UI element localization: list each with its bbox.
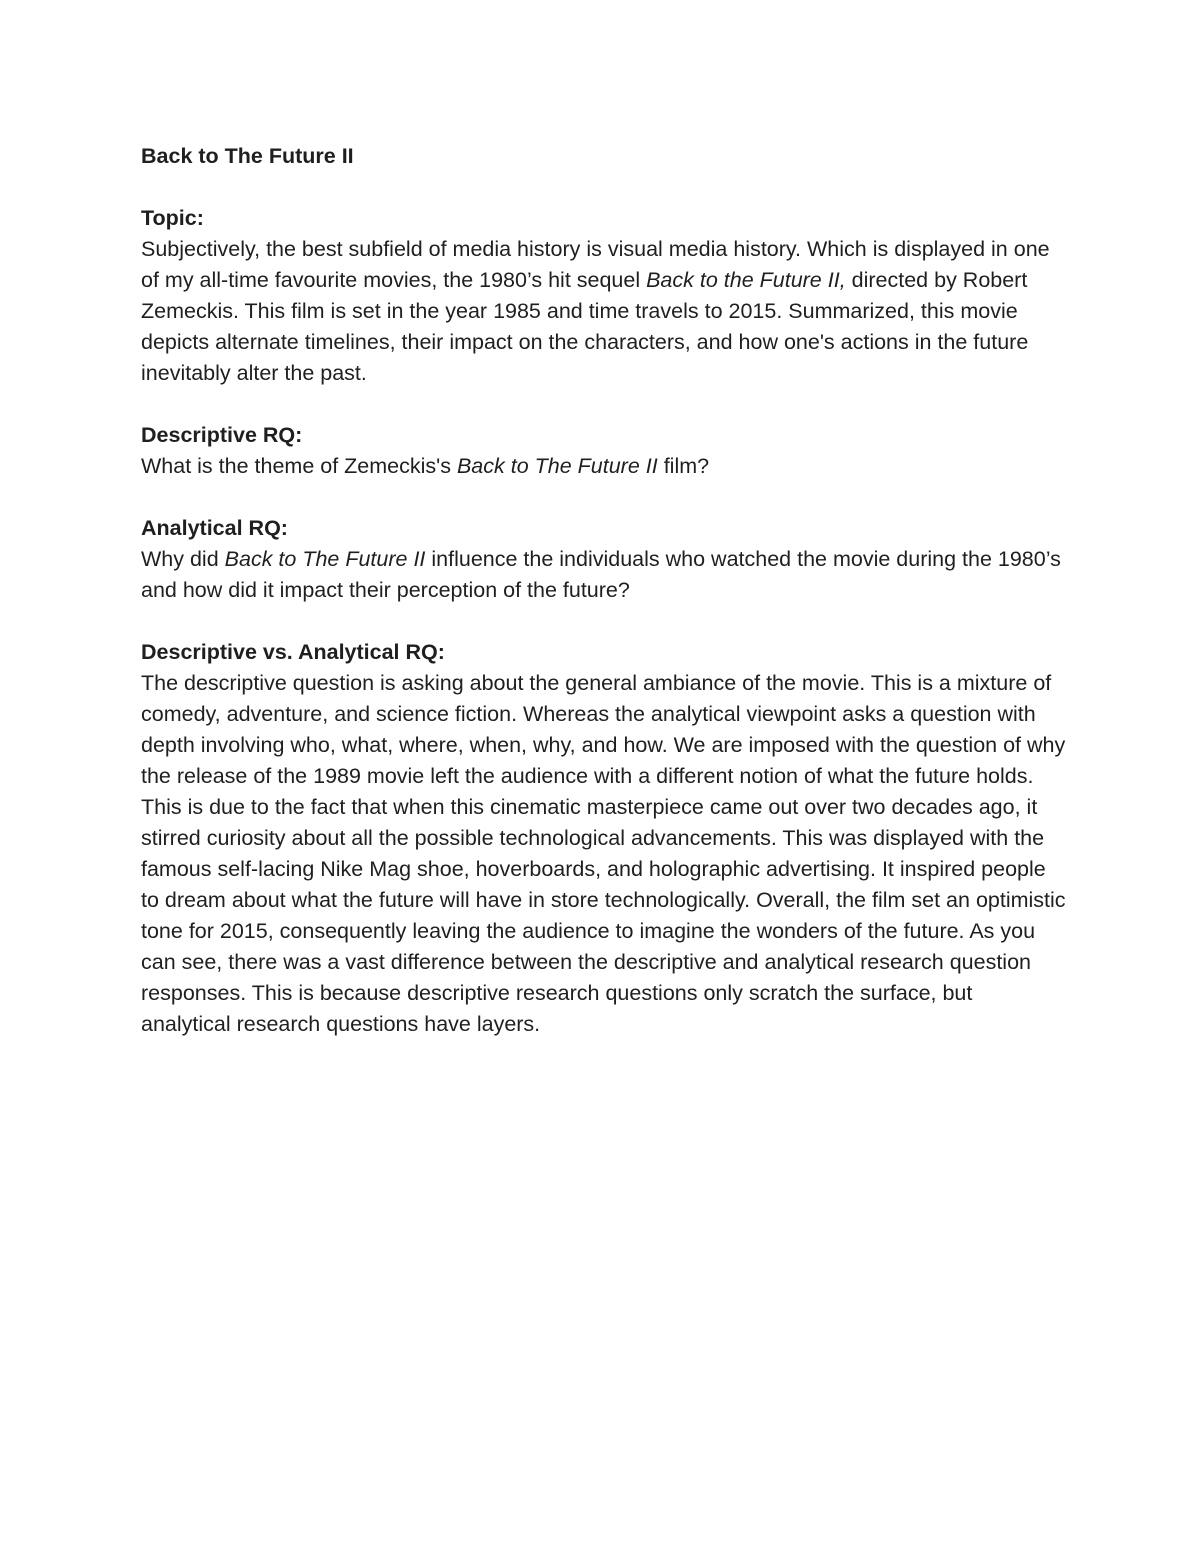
analytical-rq-film-title: Back to The Future II xyxy=(224,547,426,571)
topic-section xyxy=(141,203,1066,389)
descriptive-rq-section xyxy=(141,420,1066,482)
analytical-rq-heading: Analytical RQ: xyxy=(141,516,288,540)
comparison-section xyxy=(141,637,1066,1040)
analytical-rq-section xyxy=(141,513,1066,606)
descriptive-rq-heading: Descriptive RQ: xyxy=(141,423,303,447)
comparison-heading: Descriptive vs. Analytical RQ: xyxy=(141,640,445,664)
analytical-rq-text-start: Why did xyxy=(141,547,225,571)
descriptive-rq-film-title: Back to The Future II xyxy=(456,454,658,478)
topic-film-title: Back to the Future II, xyxy=(646,268,846,292)
analytical-rq-text-end: influence the individuals who watched the movie during the 1980’s and how did it impact their perception of the future? xyxy=(141,547,1061,602)
comparison-paragraph: The descriptive question is asking about the general ambiance of the movie. This is a mixture of comedy, adventure, and science fiction. Whereas the analytical viewpoint asks a question with depth involving who, what, where, when, why, and how. We are imposed with the question of why the release of the 1989 movie left the audience with a different notion of what the future holds. This is due to the fact that when this cinematic masterpiece came out over two decades ago, it stirred curiosity about all the possible technological advancements. This was displayed with the famous self-lacing Nike Mag shoe, hoverboards, and holographic advertising. It inspired people to dream about what the future will have in store technologically. Overall, the film set an optimistic tone for 2015, consequently leaving the audience to imagine the wonders of the future. As you can see, there was a vast difference between the descriptive and analytical research question responses. This is because descriptive research questions only scratch the surface, but analytical research questions have layers. xyxy=(141,671,1066,1036)
topic-text-start: Subjectively, the best subfield of media history is visual media history. Which is displayed in one of my all-time favourite movies, the 1980’s hit sequel xyxy=(141,237,1050,292)
analytical-rq-paragraph xyxy=(141,544,1066,606)
document-body xyxy=(141,141,1066,1071)
topic-paragraph xyxy=(141,234,1066,389)
descriptive-rq-text-start: What is the theme of Zemeckis's xyxy=(141,454,457,478)
descriptive-rq-paragraph xyxy=(141,451,1066,482)
topic-text-end: directed by Robert Zemeckis. This film is set in the year 1985 and time travels to 2015. Summarized, this movie depicts alternate timelines, their impact on the characters, and how one's actions in the future inevitably alter the past. xyxy=(141,268,1029,385)
topic-heading: Topic: xyxy=(141,206,204,230)
descriptive-rq-text-end: film? xyxy=(657,454,710,478)
document-title: Back to The Future II xyxy=(141,144,354,168)
